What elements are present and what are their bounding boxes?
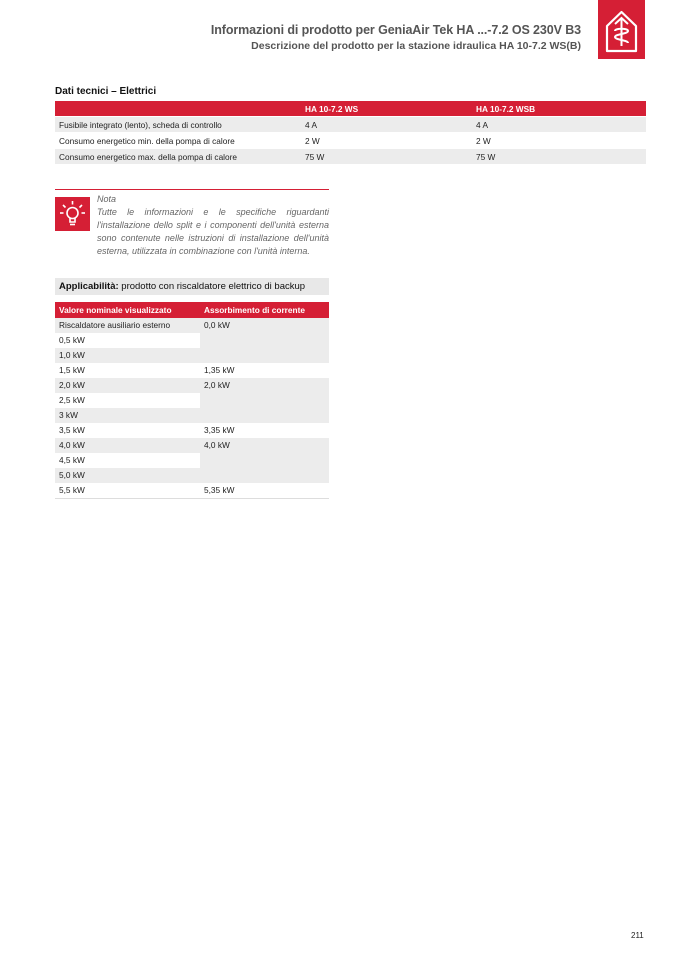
table-cell: 4,5 kW	[55, 453, 200, 468]
table-row	[55, 378, 329, 393]
table-cell: 2,0 kW	[55, 378, 200, 393]
page-number: 211	[631, 931, 644, 940]
table-cell: 5,35 kW	[200, 483, 329, 499]
table-cell: 5,5 kW	[55, 483, 200, 499]
section-title: Dati tecnici – Elettrici	[55, 86, 157, 97]
table-row	[55, 133, 646, 149]
document-title: Informazioni di prodotto per GeniaAir Tek HA ...-7.2 OS 230V B3	[210, 23, 581, 37]
note-text: Tutte le informazioni e le specifiche riguardanti l'installazione dello split e i componenti dell'unità esterna sono contenute nelle istruzioni di installazione dell'unità esterna, utilizzata in combinazione con l'unità interna.	[97, 207, 329, 256]
applicability-label: Applicabilità:	[59, 281, 119, 292]
table-header-row	[55, 302, 329, 318]
table-cell: 2 W	[301, 133, 472, 149]
applicability-bar	[55, 278, 329, 295]
table-cell: 5,0 kW	[55, 468, 200, 483]
table-cell: 1,35 kW	[200, 363, 329, 378]
table-cell: 2 W	[472, 133, 646, 149]
note-title: Nota	[97, 194, 117, 204]
lightbulb-icon	[55, 197, 90, 231]
table-cell: 4 A	[472, 117, 646, 133]
table-cell: 2,0 kW	[200, 378, 329, 423]
table-row	[55, 363, 329, 378]
table-header-row	[55, 101, 646, 117]
heater-current-table	[55, 302, 329, 499]
table-cell: Consumo energetico min. della pompa di calore	[55, 133, 301, 149]
table-row	[55, 438, 329, 453]
table-cell: Fusibile integrato (lento), scheda di controllo	[55, 117, 301, 133]
table-cell: 3,35 kW	[200, 423, 329, 438]
table-cell: Riscaldatore ausiliario esterno	[55, 318, 200, 333]
table-row	[55, 149, 646, 165]
note-box	[55, 189, 329, 274]
table-cell: 4 A	[301, 117, 472, 133]
table-cell: 0,0 kW	[200, 318, 329, 363]
table-header-cell	[55, 101, 301, 117]
applicability-text: prodotto con riscaldatore elettrico di backup	[118, 281, 306, 292]
table-cell: 75 W	[301, 149, 472, 165]
table-cell: 2,5 kW	[55, 393, 200, 408]
table-cell: Consumo energetico max. della pompa di calore	[55, 149, 301, 165]
table-cell: 0,5 kW	[55, 333, 200, 348]
table-header-cell: Assorbimento di corrente	[200, 302, 329, 318]
table-row	[55, 423, 329, 438]
table-cell: 3 kW	[55, 408, 200, 423]
table-header-cell: HA 10-7.2 WSB	[472, 101, 646, 117]
table-row	[55, 117, 646, 133]
table-cell: 1,0 kW	[55, 348, 200, 363]
table-header-cell: Valore nominale visualizzato	[55, 302, 200, 318]
electrical-data-table	[55, 101, 646, 165]
document-subtitle: Descrizione del prodotto per la stazione idraulica HA 10-7.2 WS(B)	[251, 40, 581, 52]
table-cell: 1,5 kW	[55, 363, 200, 378]
table-header-cell: HA 10-7.2 WS	[301, 101, 472, 117]
table-row	[55, 483, 329, 499]
house-heatpump-icon	[598, 0, 645, 59]
table-row	[55, 318, 329, 333]
table-cell: 4,0 kW	[55, 438, 200, 453]
table-cell: 3,5 kW	[55, 423, 200, 438]
table-cell: 4,0 kW	[200, 438, 329, 483]
table-cell: 75 W	[472, 149, 646, 165]
